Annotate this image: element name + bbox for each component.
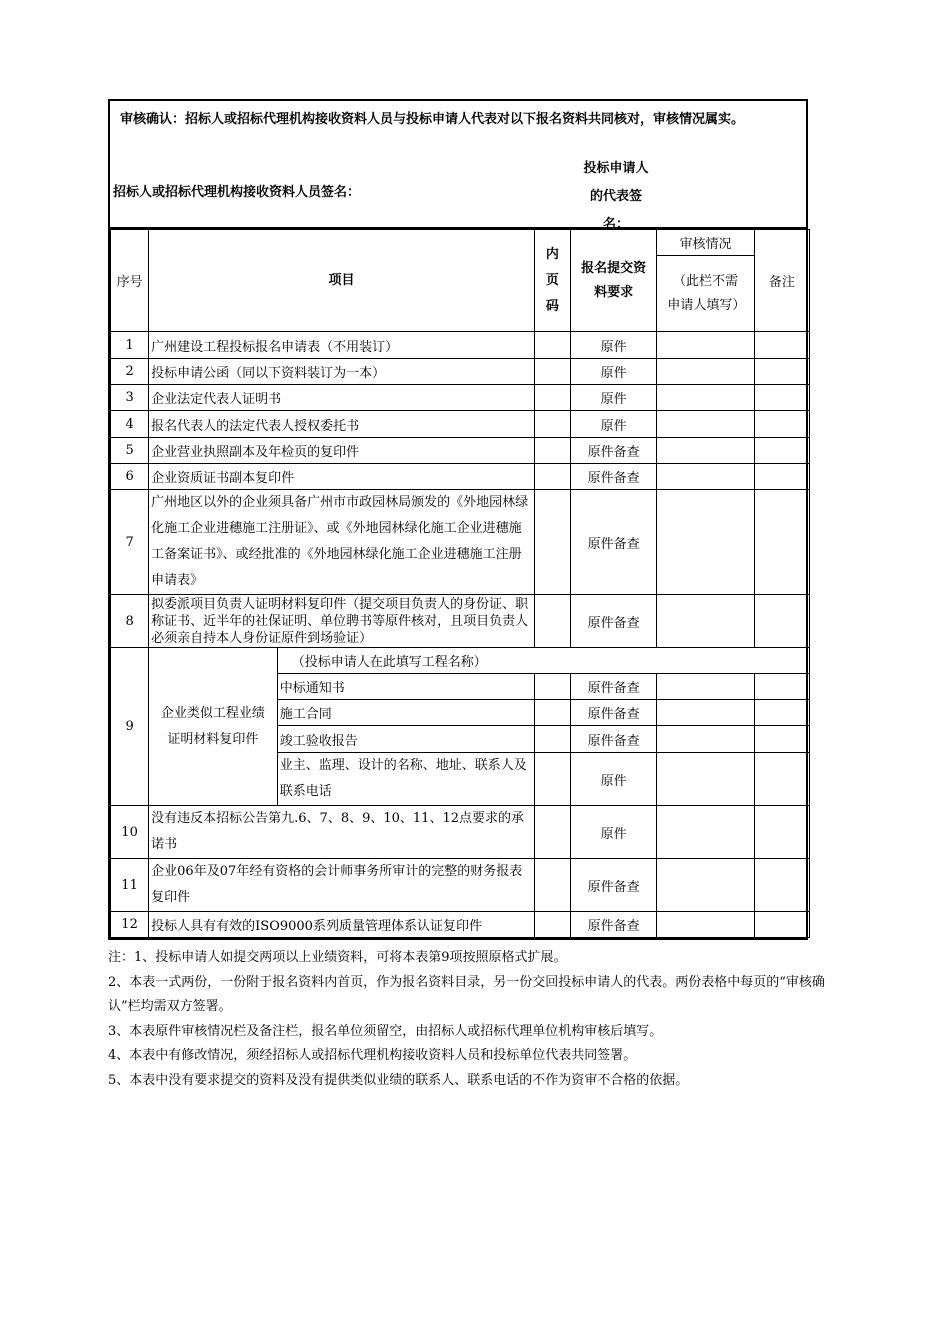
row-item: 没有违反本招标公告第九.6、7、8、9、10、11、12点要求的承诺书: [149, 806, 535, 859]
row-item: 报名代表人的法定代表人授权委托书: [149, 411, 535, 438]
registration-checklist: [108, 99, 825, 1093]
checklist-frame: [108, 99, 808, 940]
row-number: 8: [111, 595, 149, 648]
page-number-cell[interactable]: [534, 674, 570, 700]
row-requirement: 原件备查: [570, 490, 656, 595]
table-row: [111, 648, 810, 674]
remark-cell[interactable]: [754, 726, 809, 753]
row-requirement: 原件: [570, 753, 656, 806]
review-cell[interactable]: [657, 753, 754, 806]
row-number: 12: [111, 912, 149, 938]
table-row: [111, 438, 810, 464]
row-number: 2: [111, 359, 149, 385]
row-requirement: 原件: [570, 359, 656, 385]
page-number-cell[interactable]: [534, 912, 570, 938]
review-cell[interactable]: [657, 438, 754, 464]
note-item: 3、本表原件审核情况栏及备注栏，报名单位须留空，由招标人或招标代理单位机构审核后填写。: [108, 1023, 663, 1039]
row-requirement: 原件: [570, 806, 656, 859]
remark-cell[interactable]: [754, 806, 809, 859]
receiver-signature-label: 招标人或招标代理机构接收资料人员签名：: [113, 185, 361, 200]
row-requirement: 原件备查: [570, 464, 656, 490]
checklist-table: [110, 229, 810, 938]
row-item: 企业资质证书副本复印件: [149, 464, 535, 490]
header-seq: 序号: [111, 230, 149, 332]
note-item: 4、本表中有修改情况，须经招标人或招标代理机构接收资料人员和投标单位代表共同签署。: [108, 1048, 637, 1063]
remark-cell[interactable]: [754, 595, 809, 648]
notes-section: [108, 946, 843, 1093]
header-remark: 备注: [754, 230, 809, 332]
row-item: 企业06年及07年经有资格的会计师事务所审计的完整的财务报表复印件: [149, 859, 535, 912]
table-row: [111, 464, 810, 490]
page-number-cell[interactable]: [534, 726, 570, 753]
remark-cell[interactable]: [754, 332, 809, 359]
page-number-cell[interactable]: [534, 385, 570, 411]
review-cell[interactable]: [657, 385, 754, 411]
page-number-cell[interactable]: [534, 753, 570, 806]
row-item: 投标申请公函（同以下资料装订为一本）: [149, 359, 535, 385]
remark-cell[interactable]: [754, 411, 809, 438]
page-number-cell[interactable]: [534, 411, 570, 438]
confirmation-text: 审核确认：招标人或招标代理机构接收资料人员与投标申请人代表对以下报名资料共同核对，审核情况属实。: [120, 112, 745, 127]
table-row: [111, 385, 810, 411]
applicant-rep-signature-label: 投标申请人的代表签名：: [583, 161, 649, 232]
review-cell[interactable]: [657, 332, 754, 359]
row-number: 7: [111, 490, 149, 595]
remark-cell[interactable]: [754, 438, 809, 464]
page-number-cell[interactable]: [534, 806, 570, 859]
table-row: [111, 912, 810, 938]
page-number-cell[interactable]: [534, 332, 570, 359]
header-requirement: 报名提交资料要求: [570, 230, 656, 332]
header-item: 项目: [149, 230, 535, 332]
row-requirement: 原件备查: [570, 700, 656, 726]
row-item: 企业营业执照副本及年检页的复印件: [149, 438, 535, 464]
row-item: 拟委派项目负责人证明材料复印件（提交项目负责人的身份证、职称证书、近半年的社保证明、单位聘书等原件核对，且项目负责人必须亲自持本人身份证原件到场验证）: [149, 595, 535, 648]
row-item: 竣工验收报告: [277, 726, 534, 753]
row-item: 企业法定代表人证明书: [149, 385, 535, 411]
row-requirement: 原件备查: [570, 595, 656, 648]
row-requirement: 原件备查: [570, 859, 656, 912]
row-item: 投标人具有有效的ISO9000系列质量管理体系认证复印件: [149, 912, 535, 938]
review-cell[interactable]: [657, 700, 754, 726]
table-row: [111, 806, 810, 859]
page-number-cell[interactable]: [534, 700, 570, 726]
note-item: 注：1、投标申请人如提交两项以上业绩资料，可将本表第9项按照原格式扩展。: [108, 950, 567, 965]
row-item: 中标通知书: [277, 674, 534, 700]
row-item: 业主、监理、设计的名称、地址、联系人及联系电话: [277, 753, 534, 806]
page-number-cell[interactable]: [534, 464, 570, 490]
page-number-cell[interactable]: [534, 595, 570, 648]
review-cell[interactable]: [657, 490, 754, 595]
project-name-field[interactable]: （投标申请人在此填写工程名称）: [277, 648, 809, 674]
row-number: 10: [111, 806, 149, 859]
row-number: 11: [111, 859, 149, 912]
remark-cell[interactable]: [754, 859, 809, 912]
review-cell[interactable]: [657, 674, 754, 700]
header-review: 审核情况: [657, 230, 754, 256]
review-cell[interactable]: [657, 359, 754, 385]
table-row: [111, 595, 810, 648]
remark-cell[interactable]: [754, 753, 809, 806]
table-row: [111, 859, 810, 912]
row-requirement: 原件: [570, 332, 656, 359]
page-number-cell[interactable]: [534, 490, 570, 595]
row-requirement: 原件: [570, 411, 656, 438]
table-row: [111, 332, 810, 359]
row-requirement: 原件备查: [570, 674, 656, 700]
header-page-number: 内页码: [534, 230, 570, 332]
table-row: [111, 359, 810, 385]
row-number: 3: [111, 385, 149, 411]
row-number: 4: [111, 411, 149, 438]
row-item: 施工合同: [277, 700, 534, 726]
row-item: 广州地区以外的企业须具备广州市市政园林局颁发的《外地园林绿化施工企业进穗施工注册证》、或《外地园林绿化施工企业进穗施工备案证书》、或经批准的《外地园林绿化施工企业进穗施工注册申请表》: [149, 490, 535, 595]
table-row: [111, 490, 810, 595]
row-requirement: 原件备查: [570, 726, 656, 753]
page-number-cell[interactable]: [534, 438, 570, 464]
review-cell[interactable]: [657, 912, 754, 938]
header-review-note: （此栏不需申请人填写）: [657, 256, 754, 332]
row-requirement: 原件: [570, 385, 656, 411]
note-item: 5、本表中没有要求提交的资料及没有提供类似业绩的联系人、联系电话的不作为资审不合格的依据。: [108, 1072, 689, 1088]
remark-cell[interactable]: [754, 700, 809, 726]
page-number-cell[interactable]: [534, 359, 570, 385]
table-row: [111, 411, 810, 438]
confirmation-section: [110, 101, 806, 232]
review-cell[interactable]: [657, 859, 754, 912]
review-cell[interactable]: [657, 726, 754, 753]
row-number: 1: [111, 332, 149, 359]
remark-cell[interactable]: [754, 490, 809, 595]
remark-cell[interactable]: [754, 912, 809, 938]
remark-cell[interactable]: [754, 385, 809, 411]
remark-cell[interactable]: [754, 359, 809, 385]
row-number: 5: [111, 438, 149, 464]
review-cell[interactable]: [657, 806, 754, 859]
review-cell[interactable]: [657, 595, 754, 648]
row-category: 企业类似工程业绩证明材料复印件: [149, 648, 278, 806]
page-number-cell[interactable]: [534, 859, 570, 912]
row-requirement: 原件备查: [570, 438, 656, 464]
review-cell[interactable]: [657, 411, 754, 438]
note-item: 2、本表一式两份，一份附于报名资料内首页，作为报名资料目录，另一份交回投标申请人的代表。两份表格中每页的“审核确认”栏均需双方签署。: [108, 974, 825, 1014]
row-number: 9: [111, 648, 149, 806]
row-requirement: 原件备查: [570, 912, 656, 938]
review-cell[interactable]: [657, 464, 754, 490]
remark-cell[interactable]: [754, 674, 809, 700]
remark-cell[interactable]: [754, 464, 809, 490]
row-number: 6: [111, 464, 149, 490]
row-item: 广州建设工程投标报名申请表（不用装订）: [149, 332, 535, 359]
